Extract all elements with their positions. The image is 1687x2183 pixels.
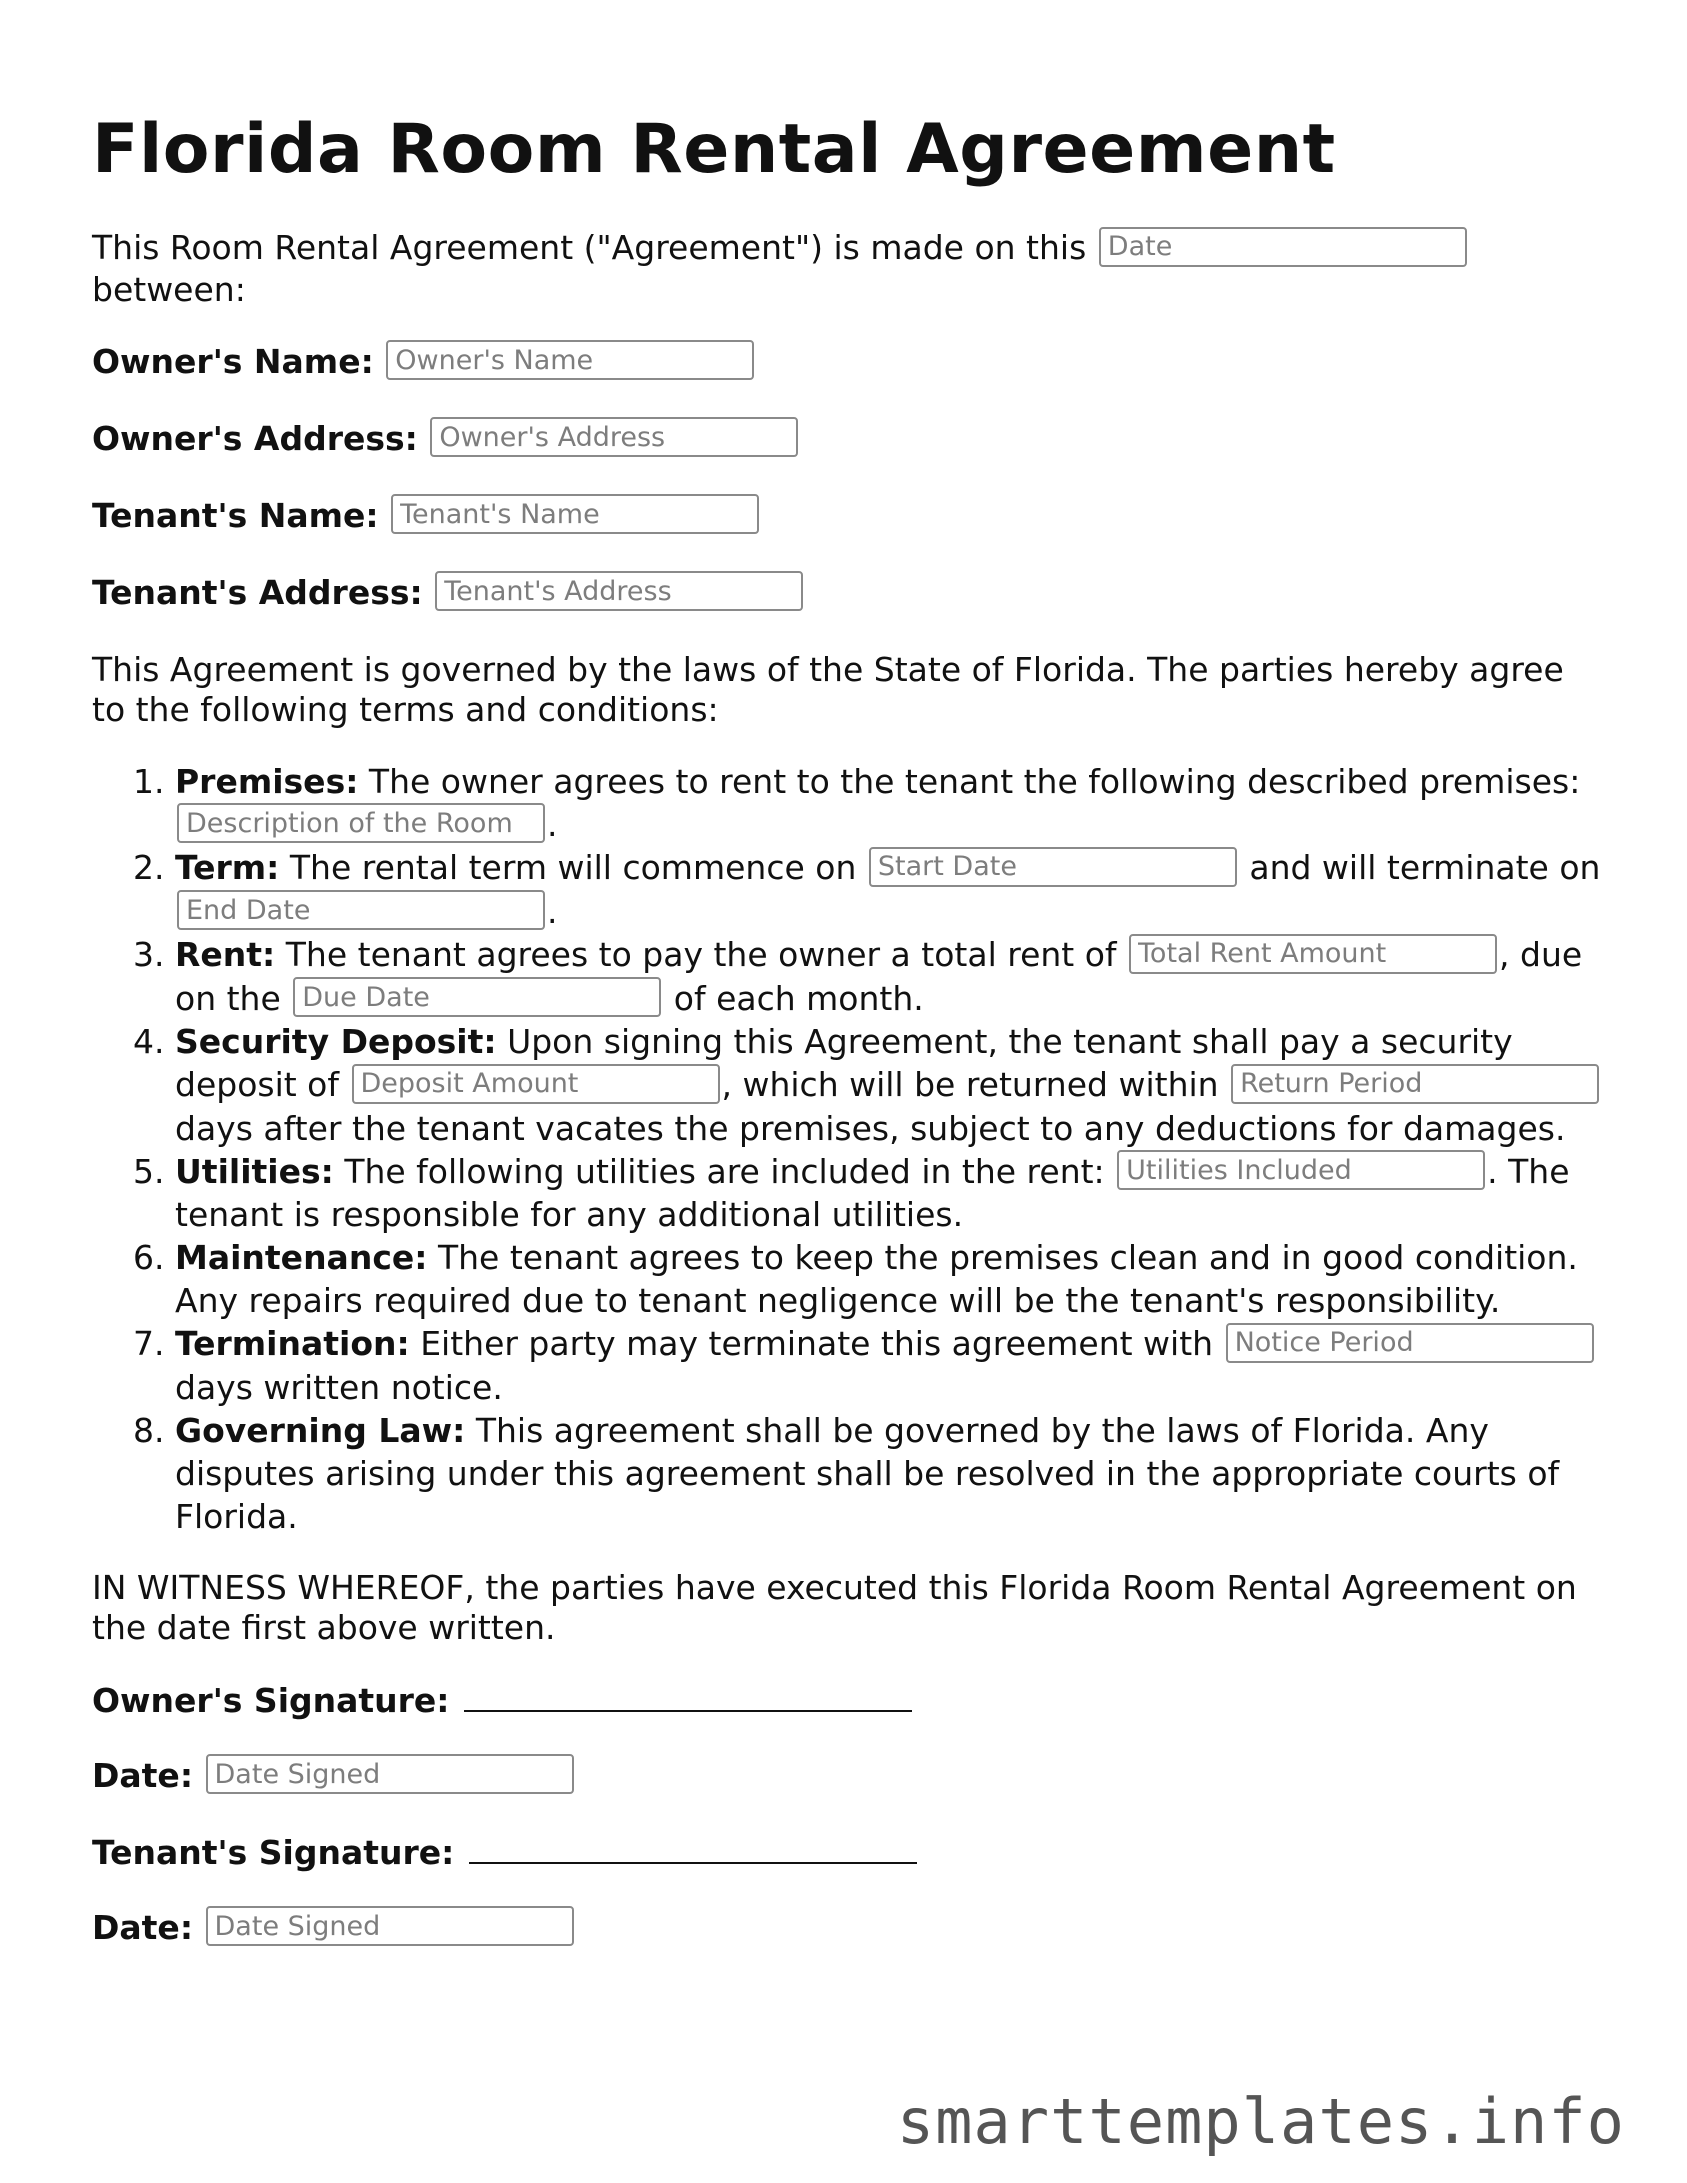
notice-period-input[interactable] [1226, 1323, 1594, 1363]
term-governing-law-title: Governing Law: [175, 1410, 466, 1450]
term-utilities-text1: The following utilities are included in the rent: [344, 1151, 1105, 1191]
intro-suffix: between: [92, 269, 246, 309]
owner-signature-label: Owner's Signature: [92, 1680, 450, 1720]
term-premises-text: The owner agrees to rent to the tenant the following described premises: [368, 761, 1581, 801]
room-description-input[interactable] [177, 803, 545, 843]
tenant-address-label: Tenant's Address: [92, 572, 423, 612]
tenant-date-row [92, 1908, 1602, 1950]
agreement-date-input[interactable] [1099, 227, 1467, 267]
term-deposit [175, 1020, 1602, 1150]
owner-name-label: Owner's Name: [92, 341, 374, 381]
tenant-name-input[interactable] [391, 494, 759, 534]
term-deposit-text2: , which will be returned within [721, 1065, 1219, 1104]
tenant-address-input[interactable] [435, 571, 803, 611]
tenant-address-row [92, 573, 1602, 615]
tenant-date-label: Date: [92, 1907, 194, 1947]
governed-paragraph: This Agreement is governed by the laws of the State of Florida. The parties hereby agree to the following terms and conditions: [92, 649, 1564, 729]
owner-name-row [92, 342, 1602, 384]
owner-address-label: Owner's Address: [92, 418, 418, 458]
term-utilities [175, 1150, 1602, 1237]
owner-date-label: Date: [92, 1755, 194, 1795]
term-rent [175, 933, 1602, 1020]
term-premises-title: Premises: [175, 761, 359, 801]
deposit-amount-input[interactable] [352, 1064, 720, 1104]
term-termination-text2: days written notice. [175, 1367, 503, 1407]
term-rent-text3: of each month. [673, 978, 924, 1018]
tenant-name-row [92, 496, 1602, 538]
term-maintenance-title: Maintenance: [175, 1238, 428, 1277]
term-rent-title: Rent: [175, 935, 276, 974]
tenant-name-label: Tenant's Name: [92, 495, 379, 535]
total-rent-input[interactable] [1129, 934, 1497, 974]
intro-paragraph [92, 228, 1602, 310]
term-deposit-text3: days after the tenant vacates the premises, subject to any deductions for damages. [175, 1108, 1566, 1148]
term-deposit-text1: Upon signing this Agreement, the tenant shall pay a security deposit of [175, 1022, 1513, 1104]
term-utilities-title: Utilities: [175, 1151, 334, 1191]
term-rent-text1: The tenant agrees to pay the owner a total rent of [285, 935, 1117, 974]
term-termination [175, 1322, 1602, 1409]
term-maintenance [175, 1236, 1602, 1322]
term-term-end: . [547, 891, 558, 931]
owner-date-row [92, 1756, 1602, 1798]
witness-paragraph: IN WITNESS WHEREOF, the parties have executed this Florida Room Rental Agreement on the date first above written. [92, 1567, 1577, 1647]
term-utilities-text2: . The tenant is responsible for any additional utilities. [175, 1151, 1570, 1234]
tenant-date-signed-input[interactable] [206, 1906, 574, 1946]
term-term-text1: The rental term will commence on [289, 848, 857, 887]
end-date-input[interactable] [177, 890, 545, 930]
term-termination-text1: Either party may terminate this agreement with [420, 1324, 1214, 1363]
intro-text: This Room Rental Agreement ("Agreement") is made on this [92, 228, 1087, 267]
term-term [175, 846, 1602, 933]
term-premises-end: . [547, 804, 558, 844]
term-maintenance-text: The tenant agrees to keep the premises clean and in good condition. Any repairs required due to tenant negligence will be the tenant's responsibility. [175, 1238, 1578, 1320]
term-governing-law [175, 1409, 1602, 1538]
terms-list [92, 760, 1602, 1538]
tenant-signature-row [92, 1832, 1602, 1874]
watermark: smarttemplates.info [896, 2085, 1625, 2158]
term-term-title: Term: [175, 848, 280, 887]
tenant-signature-label: Tenant's Signature: [92, 1832, 455, 1872]
utilities-included-input[interactable] [1117, 1150, 1485, 1190]
term-governing-law-text: This agreement shall be governed by the laws of Florida. Any disputes arising under this agreement shall be resolved in the appropriate courts of Florida. [175, 1410, 1560, 1536]
tenant-signature-line[interactable] [469, 1832, 917, 1864]
owner-address-row [92, 419, 1602, 461]
owner-address-input[interactable] [430, 417, 798, 457]
owner-signature-row [92, 1680, 1602, 1722]
term-termination-title: Termination: [175, 1324, 410, 1363]
due-date-input[interactable] [293, 977, 661, 1017]
document-title: Florida Room Rental Agreement [92, 110, 1336, 189]
return-period-input[interactable] [1231, 1064, 1599, 1104]
term-premises [175, 760, 1602, 847]
term-term-text2: and will terminate on [1249, 848, 1601, 887]
start-date-input[interactable] [869, 847, 1237, 887]
agreement-page [92, 110, 1602, 1984]
owner-date-signed-input[interactable] [206, 1754, 574, 1794]
owner-name-input[interactable] [386, 340, 754, 380]
owner-signature-line[interactable] [464, 1680, 912, 1712]
term-deposit-title: Security Deposit: [175, 1022, 497, 1061]
term-rent-text2: , due on the [175, 935, 1583, 1018]
